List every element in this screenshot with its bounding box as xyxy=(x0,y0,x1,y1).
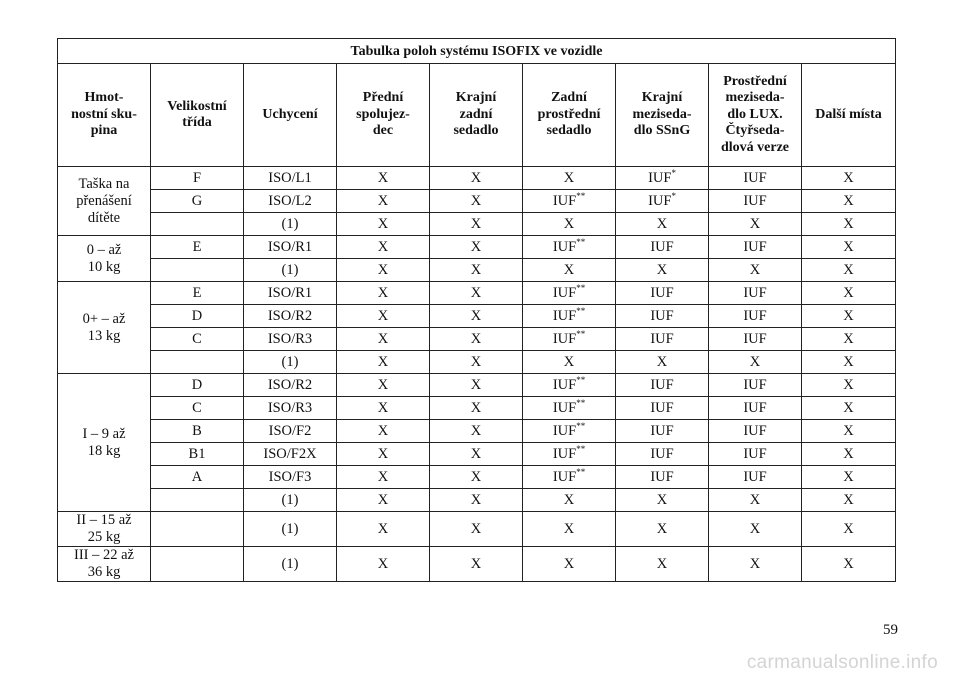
isofix-table xyxy=(57,38,896,582)
table-cell: X xyxy=(523,351,616,374)
table-cell: D xyxy=(151,305,244,328)
table-cell: X xyxy=(430,489,523,512)
table-cell: X xyxy=(802,167,896,190)
table-cell: (1) xyxy=(244,547,337,582)
table-cell: X xyxy=(802,374,896,397)
table-cell: ISO/F2X xyxy=(244,443,337,466)
table-cell: X xyxy=(430,547,523,582)
table-cell: IUF xyxy=(709,236,802,259)
table-cell: X xyxy=(709,489,802,512)
table-cell: X xyxy=(616,489,709,512)
table-row xyxy=(58,512,896,547)
table-cell: IUF** xyxy=(523,282,616,305)
table-cell: IUF** xyxy=(523,236,616,259)
table-cell: X xyxy=(616,351,709,374)
table-cell: IUF xyxy=(616,420,709,443)
table-cell: IUF xyxy=(616,443,709,466)
table-cell: ISO/L1 xyxy=(244,167,337,190)
column-header: Hmot- nostní sku- pina xyxy=(58,64,151,167)
weight-group-cell: II – 15 až 25 kg xyxy=(58,512,151,547)
table-row xyxy=(58,547,896,582)
table-cell: X xyxy=(709,213,802,236)
table-cell: (1) xyxy=(244,259,337,282)
table-cell: X xyxy=(802,466,896,489)
table-cell: X xyxy=(337,547,430,582)
table-row xyxy=(58,190,896,213)
table-cell xyxy=(151,351,244,374)
header-row xyxy=(58,64,896,167)
table-cell: X xyxy=(337,167,430,190)
table-cell: IUF xyxy=(709,466,802,489)
table-cell: D xyxy=(151,374,244,397)
table-cell: X xyxy=(337,489,430,512)
table-cell: IUF xyxy=(616,328,709,351)
table-cell: X xyxy=(802,259,896,282)
table-cell: X xyxy=(802,397,896,420)
table-row xyxy=(58,420,896,443)
table-row xyxy=(58,259,896,282)
table-cell: X xyxy=(337,328,430,351)
weight-group-cell: I – 9 až 18 kg xyxy=(58,374,151,512)
weight-group-cell: III – 22 až 36 kg xyxy=(58,547,151,582)
table-cell: X xyxy=(337,259,430,282)
table-cell: (1) xyxy=(244,489,337,512)
table-cell xyxy=(151,489,244,512)
table-cell: X xyxy=(523,547,616,582)
table-cell: C xyxy=(151,328,244,351)
table-cell: X xyxy=(430,351,523,374)
table-cell: IUF xyxy=(616,397,709,420)
table-cell: X xyxy=(337,305,430,328)
table-cell: IUF** xyxy=(523,397,616,420)
table-cell: B xyxy=(151,420,244,443)
table-cell: X xyxy=(430,282,523,305)
table-cell: X xyxy=(802,213,896,236)
table-cell: E xyxy=(151,236,244,259)
table-cell: IUF** xyxy=(523,374,616,397)
table-cell: IUF** xyxy=(523,443,616,466)
table-cell xyxy=(151,259,244,282)
table-cell: ISO/R3 xyxy=(244,328,337,351)
table-cell: X xyxy=(337,466,430,489)
column-header: Další místa xyxy=(802,64,896,167)
table-cell: (1) xyxy=(244,351,337,374)
table-cell: F xyxy=(151,167,244,190)
table-cell: IUF xyxy=(616,282,709,305)
table-cell xyxy=(151,547,244,582)
table-cell: ISO/F3 xyxy=(244,466,337,489)
table-cell: X xyxy=(523,512,616,547)
table-cell: X xyxy=(802,328,896,351)
column-header: Krajní zadní sedadlo xyxy=(430,64,523,167)
table-cell: X xyxy=(430,167,523,190)
table-cell: X xyxy=(802,190,896,213)
table-cell: IUF* xyxy=(616,190,709,213)
table-cell: X xyxy=(430,512,523,547)
table-row xyxy=(58,167,896,190)
table-cell: X xyxy=(430,374,523,397)
table-cell: IUF** xyxy=(523,190,616,213)
table-cell: X xyxy=(337,351,430,374)
table-row xyxy=(58,466,896,489)
table-cell: IUF xyxy=(709,374,802,397)
table-row xyxy=(58,443,896,466)
table-cell: X xyxy=(709,547,802,582)
table-cell: X xyxy=(337,282,430,305)
table-cell: ISO/F2 xyxy=(244,420,337,443)
table-cell: IUF** xyxy=(523,466,616,489)
table-cell: X xyxy=(709,259,802,282)
column-header: Zadní prostřední sedadlo xyxy=(523,64,616,167)
column-header: Prostřední meziseda- dlo LUX. Čtyřseda- dlová verze xyxy=(709,64,802,167)
weight-group-cell: 0 – až 10 kg xyxy=(58,236,151,282)
table-cell: X xyxy=(430,397,523,420)
table-cell: B1 xyxy=(151,443,244,466)
table-cell: X xyxy=(337,374,430,397)
table-cell: X xyxy=(337,420,430,443)
table-cell: IUF** xyxy=(523,305,616,328)
table-cell: X xyxy=(802,351,896,374)
table-cell: ISO/R1 xyxy=(244,282,337,305)
table-cell: X xyxy=(616,547,709,582)
table-cell: ISO/R2 xyxy=(244,305,337,328)
table-cell: IUF xyxy=(709,305,802,328)
table-cell: X xyxy=(430,259,523,282)
table-row xyxy=(58,236,896,259)
table-cell: X xyxy=(430,466,523,489)
watermark: carmanualsonline.info xyxy=(746,652,938,673)
table-cell xyxy=(151,512,244,547)
table-cell xyxy=(151,213,244,236)
column-header: Velikostní třída xyxy=(151,64,244,167)
table-cell: X xyxy=(430,305,523,328)
table-row xyxy=(58,397,896,420)
table-cell: X xyxy=(523,167,616,190)
weight-group-cell: 0+ – až 13 kg xyxy=(58,282,151,374)
table-cell: (1) xyxy=(244,512,337,547)
table-title: Tabulka poloh systému ISOFIX ve vozidle xyxy=(58,39,896,64)
table-cell: X xyxy=(709,512,802,547)
table-cell: X xyxy=(430,420,523,443)
table-cell: X xyxy=(709,351,802,374)
column-header: Přední spolujez- dec xyxy=(337,64,430,167)
table-cell: IUF xyxy=(616,466,709,489)
table-cell: IUF xyxy=(709,282,802,305)
table-cell: X xyxy=(616,213,709,236)
table-cell: IUF xyxy=(616,374,709,397)
table-cell: IUF xyxy=(709,328,802,351)
table-cell: X xyxy=(523,489,616,512)
table-cell: X xyxy=(337,236,430,259)
column-header: Uchycení xyxy=(244,64,337,167)
weight-group-cell: Taška na přenášení dítěte xyxy=(58,167,151,236)
column-header: Krajní meziseda- dlo SSnG xyxy=(616,64,709,167)
table-cell: X xyxy=(523,213,616,236)
table-cell: ISO/R1 xyxy=(244,236,337,259)
table-cell: IUF** xyxy=(523,420,616,443)
table-cell: X xyxy=(802,443,896,466)
table-cell: IUF xyxy=(709,190,802,213)
table-row xyxy=(58,305,896,328)
table-cell: ISO/R2 xyxy=(244,374,337,397)
table-body xyxy=(58,167,896,582)
table-cell: A xyxy=(151,466,244,489)
table-cell: X xyxy=(430,236,523,259)
table-cell: X xyxy=(430,213,523,236)
table-cell: X xyxy=(802,305,896,328)
table-cell: ISO/R3 xyxy=(244,397,337,420)
table-cell: C xyxy=(151,397,244,420)
table-cell: IUF xyxy=(709,443,802,466)
page-number: 59 xyxy=(883,622,898,638)
table-row xyxy=(58,374,896,397)
table-cell: IUF xyxy=(709,167,802,190)
table-cell: X xyxy=(430,328,523,351)
table-cell: IUF xyxy=(616,305,709,328)
table-cell: X xyxy=(523,259,616,282)
table-cell: ISO/L2 xyxy=(244,190,337,213)
table-cell: E xyxy=(151,282,244,305)
table-cell: IUF xyxy=(709,397,802,420)
table-cell: X xyxy=(337,512,430,547)
table-cell: IUF* xyxy=(616,167,709,190)
table-row xyxy=(58,328,896,351)
table-cell: X xyxy=(802,489,896,512)
table-cell: X xyxy=(802,282,896,305)
table-cell: IUF xyxy=(616,236,709,259)
table-cell: IUF** xyxy=(523,328,616,351)
table-cell: X xyxy=(337,397,430,420)
table-cell: X xyxy=(430,190,523,213)
table-cell: G xyxy=(151,190,244,213)
table-cell: X xyxy=(802,420,896,443)
table-row xyxy=(58,351,896,374)
table-row xyxy=(58,213,896,236)
table-cell: IUF xyxy=(709,420,802,443)
table-cell: X xyxy=(802,236,896,259)
table-cell: X xyxy=(337,213,430,236)
table-cell: X xyxy=(616,512,709,547)
table-row xyxy=(58,282,896,305)
table-cell: X xyxy=(616,259,709,282)
table-row xyxy=(58,489,896,512)
table-cell: X xyxy=(337,443,430,466)
table-cell: X xyxy=(802,547,896,582)
table-cell: (1) xyxy=(244,213,337,236)
table-cell: X xyxy=(337,190,430,213)
table-cell: X xyxy=(802,512,896,547)
table-cell: X xyxy=(430,443,523,466)
